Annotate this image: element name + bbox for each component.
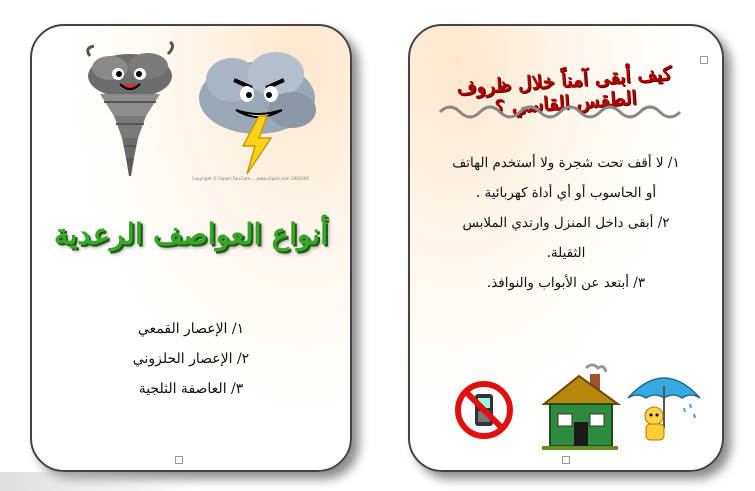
footer-fade (0, 472, 200, 491)
umbrella-kid-icon (624, 368, 704, 448)
copyright-text: Copyright © Clipart Fun.Com ... www.clipart.com 19/03/06 (192, 176, 309, 181)
tornado-icon (80, 46, 180, 186)
page-title: أنواع العواصف الرعدية (53, 217, 329, 251)
lightning-icon (237, 116, 277, 176)
list-item: ١/ الإعصار القمعي (137, 321, 245, 337)
list-item: ٣/ العاصفة الثلجية (138, 381, 244, 397)
list-item: الثقيلة. (546, 245, 586, 261)
left-card (30, 24, 352, 472)
list-item: أو الحاسوب أو أي أداة كهربائية . (475, 185, 657, 201)
no-phone-icon (454, 380, 514, 440)
house-icon (534, 362, 624, 452)
right-card (408, 24, 724, 472)
resize-handle[interactable] (562, 456, 570, 464)
wave-underline-icon (440, 102, 690, 122)
storm-types-list (32, 314, 350, 404)
list-item: ٢/ أبقى داخل المنزل وارتدي الملابس (462, 215, 670, 231)
list-item: ١/ لا أقف تحت شجرة ولا أستخدم الهاتف (452, 155, 680, 171)
safety-tips-list (432, 148, 700, 298)
resize-handle[interactable] (175, 456, 183, 464)
resize-handle[interactable] (700, 56, 708, 64)
list-item: ٣/ أبتعد عن الأبواب والنوافذ. (486, 275, 646, 291)
list-item: ٢/ الإعصار الحلزوني (132, 351, 250, 367)
card-title: كيف أبقى آمناً خلال ظروف الطقس القاسي ؟ (456, 62, 673, 119)
